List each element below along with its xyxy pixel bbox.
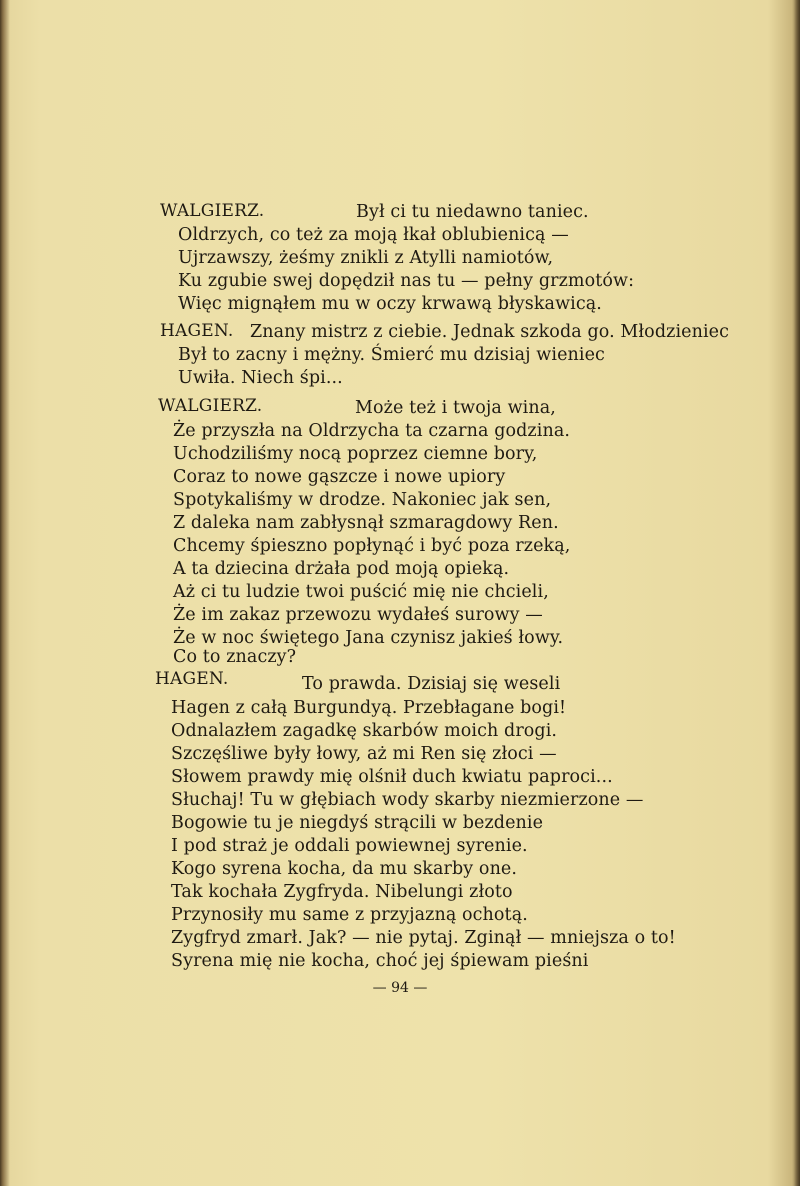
verse-line: Znany mistrz z ciebie. Jednak szkoda go. Młodzieniec: [250, 322, 730, 342]
speaker-name: HAGEN.: [155, 669, 229, 689]
verse-line: Kogo syrena kocha, da mu skarby one.: [171, 859, 518, 879]
speaker-name: HAGEN.: [160, 321, 234, 341]
verse-line: I pod straż je oddali powiewnej syrenie.: [171, 836, 528, 856]
speaker-name: WALGIERZ.: [158, 396, 263, 416]
speaker-name: WALGIERZ.: [160, 201, 265, 221]
verse-line: Słowem prawdy mię olśnił duch kwiatu paproci...: [171, 767, 613, 787]
verse-line: Hagen z całą Burgundyą. Przebłagane bogi!: [171, 698, 567, 718]
verse-line: Uwiła. Niech śpi...: [178, 368, 343, 388]
verse-line: Więc mignąłem mu w oczy krwawą błyskawicą.: [178, 294, 602, 314]
verse-line: Słuchaj! Tu w głębiach wody skarby niezmierzone —: [171, 790, 644, 810]
verse-line: Chcemy śpieszno popłynąć i być poza rzeką,: [173, 536, 571, 556]
verse-line: Ujrzawszy, żeśmy znikli z Atylli namiotów,: [178, 248, 554, 268]
verse-line: Syrena mię nie kocha, choć jej śpiewam pieśni: [171, 951, 589, 971]
verse-line: Szczęśliwe były łowy, aż mi Ren się złoci —: [171, 744, 557, 764]
verse-line: Że w noc świętego Jana czynisz jakieś łowy.: [173, 628, 564, 648]
page-edge-shadow: [794, 0, 800, 1186]
verse-line: To prawda. Dzisiaj się weseli: [302, 674, 561, 694]
verse-line: Ku zgubie swej dopędził nas tu — pełny grzmotów:: [178, 271, 635, 291]
verse-line: Zygfryd zmarł. Jak? — nie pytaj. Zginął — mniejsza o to!: [171, 928, 676, 948]
verse-line: Odnalazłem zagadkę skarbów moich drogi.: [171, 721, 558, 741]
verse-line: Co to znaczy?: [173, 647, 297, 667]
verse-line: Może też i twoja wina,: [355, 398, 556, 418]
verse-line: Przynosiły mu same z przyjazną ochotą.: [171, 905, 528, 925]
verse-line: Uchodziliśmy nocą poprzez ciemne bory,: [173, 444, 538, 464]
verse-line: Aż ci tu ludzie twoi puścić mię nie chcieli,: [173, 582, 549, 602]
verse-line: Że przyszła na Oldrzycha ta czarna godzina.: [173, 421, 571, 441]
verse-line: Spotykaliśmy w drodze. Nakoniec jak sen,: [173, 490, 552, 510]
verse-line: Był to zacny i mężny. Śmierć mu dzisiaj wieniec: [178, 345, 605, 365]
verse-line: Coraz to nowe gąszcze i nowe upiory: [173, 467, 506, 487]
verse-line: Był ci tu niedawno taniec.: [356, 202, 589, 222]
verse-line: Bogowie tu je niegdyś strącili w bezdenie: [171, 813, 544, 833]
verse-line: Że im zakaz przewozu wydałeś surowy —: [173, 605, 543, 625]
verse-line: Oldrzych, co też za moją łkał oblubienicą —: [178, 225, 569, 245]
verse-line: A ta dziecina drżała pod moją opieką.: [173, 559, 510, 579]
page-number: — 94 —: [372, 980, 428, 996]
verse-line: Z daleka nam zabłysnął szmaragdowy Ren.: [173, 513, 559, 533]
verse-line: Tak kochała Zygfryda. Nibelungi złoto: [171, 882, 513, 902]
